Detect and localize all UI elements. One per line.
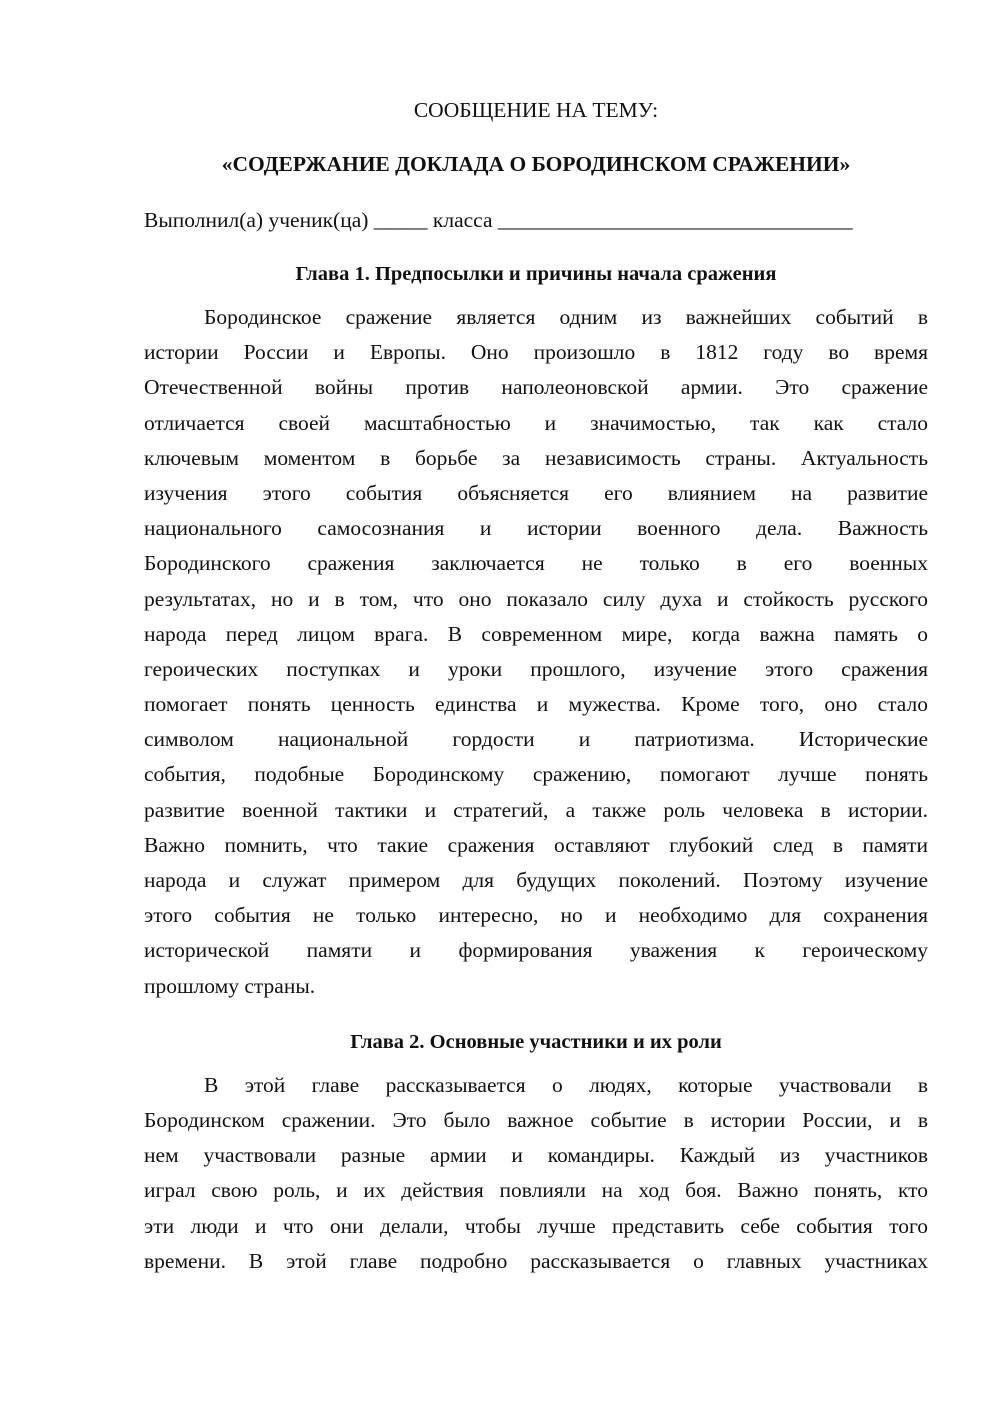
author-line: Выполнил(а) ученик(ца) _____ класса _________________________________ [144,208,853,232]
paragraph-line: помогает понять ценность единства и мужества. Кроме того, оно стало [144,692,928,717]
paragraph-line: Бородинского сражения заключается не только в его военных [144,551,928,576]
document-title: «СОДЕРЖАНИЕ ДОКЛАДА О БОРОДИНСКОМ СРАЖЕНИИ» [221,152,851,176]
chapter-2 [144,1024,928,1279]
paragraph-line: Важно помнить, что такие сражения оставляют глубокий след в памяти [144,832,928,857]
document-topic-heading: СООБЩЕНИЕ НА ТЕМУ: [413,98,659,122]
paragraph-line: национального самосознания и истории военного дела. Важность [144,516,928,541]
paragraph-line: этого события не только интересно, но и необходимо для сохранения [144,903,928,928]
chapter-2-paragraph [144,1068,928,1279]
paragraph-line: развитие военной тактики и стратегий, а также роль человека в истории. [144,797,928,822]
paragraph-line: прошлому страны. [144,973,316,998]
paragraph-line: отличается своей масштабностью и значимостью, так как стало [144,410,928,435]
chapter-1 [144,256,928,1004]
paragraph-line: события, подобные Бородинскому сражению, помогают лучше понять [144,762,928,787]
paragraph-line: Отечественной войны против наполеоновской армии. Это сражение [144,375,928,400]
paragraph-line: Бородинское сражение является одним из важнейших событий в [204,305,928,329]
paragraph-line: исторической памяти и формирования уважения к героическому [144,938,928,963]
paragraph-line: В этой главе рассказывается о людях, которые участвовали в [204,1072,928,1097]
paragraph-line: героических поступках и уроки прошлого, изучение этого сражения [144,656,928,681]
paragraph-line: изучения этого события объясняется его влиянием на развитие [144,480,928,505]
chapter-1-title: Глава 1. Предпосылки и причины начала сражения [295,263,777,285]
paragraph-line: истории России и Европы. Оно произошло в 1812 году во время [144,340,928,365]
paragraph-line: ключевым моментом в борьбе за независимость страны. Актуальность [144,445,928,470]
paragraph-line: эти люди и что они делали, чтобы лучше представить себе события того [144,1213,928,1238]
chapter-2-title: Глава 2. Основные участники и их роли [350,1030,722,1053]
paragraph-line: времени. В этой главе подробно рассказывается о главных участниках [144,1248,928,1273]
paragraph-line: народа перед лицом врага. В современном мире, когда важна память о [144,621,928,646]
paragraph-line: символом национальной гордости и патриотизма. Исторические [144,727,928,752]
paragraph-line: Бородинском сражении. Это было важное событие в истории России, и в [144,1107,928,1132]
document-page [144,92,928,1279]
paragraph-line: народа и служат примером для будущих поколений. Поэтому изучение [144,868,928,892]
paragraph-line: играл свою роль, и их действия повлияли на ход боя. Важно понять, кто [144,1178,928,1203]
chapter-1-paragraph [144,300,928,1004]
paragraph-line: результатах, но и в том, что оно показало силу духа и стойкость русского [144,586,928,611]
paragraph-line: нем участвовали разные армии и командиры. Каждый из участников [144,1143,928,1168]
